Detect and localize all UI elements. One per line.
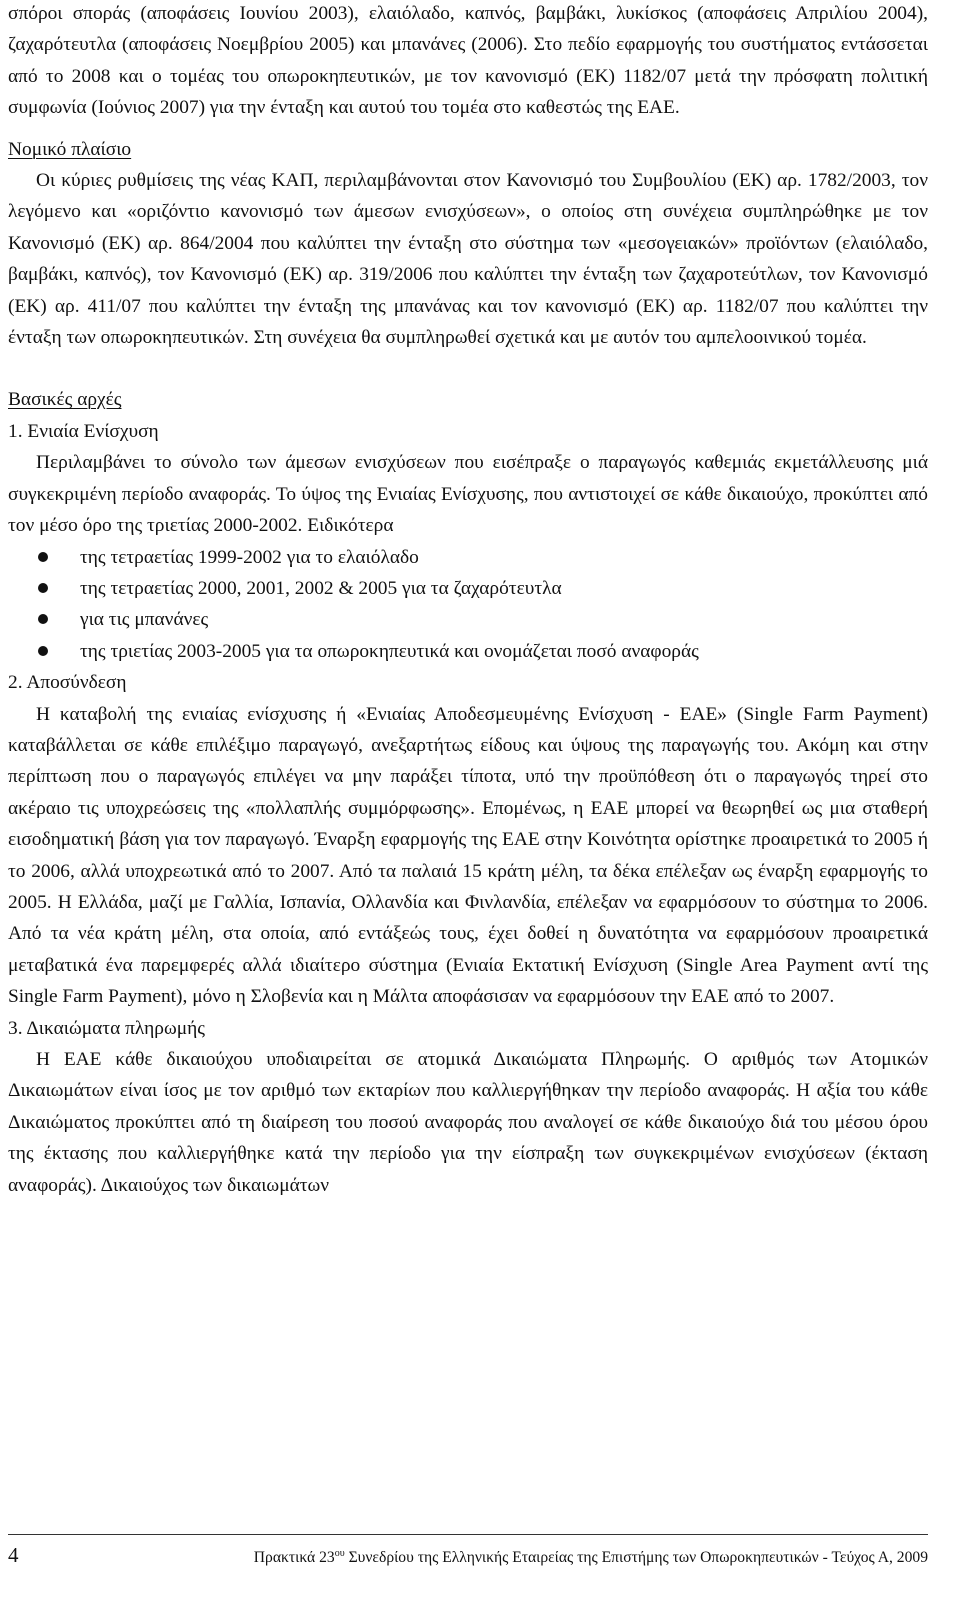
- list-item: της τετραετίας 1999-2002 για το ελαιόλαδο: [8, 542, 928, 573]
- section-2-title: 2. Αποσύνδεση: [8, 672, 127, 694]
- legal-framework-heading: Νομικό πλαίσιο: [8, 138, 132, 160]
- legal-framework-paragraph: Οι κύριες ρυθμίσεις της νέας ΚΑΠ, περιλαμβάνονται στον Κανονισμό του Συμβουλίου (ΕΚ) αρ. 1782/2003, τον λεγόμενο και «οριζόντιο κανονισμό των άμεσων ενισχύσεων», ο οποίος στη συνέχεια συμπληρώθηκε με τον Κανονισμό (ΕΚ) αρ. 864/2004 που καλύπτει την ένταξη στο σύστημα των «μεσογειακών» προϊόντων (ελαιόλαδο, βαμβάκι, καπνός), τον Κανονισμό (ΕΚ) αρ. 319/2006 που καλύπτει την ένταξη των ζαχαροτεύτλων, τον Κανονισμό (ΕΚ) αρ. 411/07 που καλύπτει την ένταξη της μπανάνας και τον κανονισμό (ΕΚ) αρ. 1182/07 που καλύπτει την ένταξη των οπωροκηπευτικών. Στη συνέχεια θα συμπληρωθεί σχετικά και με αυτόν του αμπελοοινικού τομέα.: [8, 170, 928, 349]
- section-3-title: 3. Δικαιώματα πληρωμής: [8, 1017, 205, 1039]
- bullet-icon: [38, 552, 48, 562]
- page-footer: [8, 1538, 928, 1574]
- list-item: της τριετίας 2003-2005 για τα οπωροκηπευτικά και ονομάζεται ποσό αναφοράς: [8, 636, 928, 667]
- bullet-icon: [38, 646, 48, 656]
- section-3-paragraph: Η ΕΑΕ κάθε δικαιούχου υποδιαιρείται σε ατομικά Δικαιώματα Πληρωμής. Ο αριθμός των Ατομικών Δικαιωμάτων είναι ίσος με τον αριθμό των εκταρίων που καλλιεργήθηκαν την περίοδο αναφοράς. Η αξία του κάθε Δικαιώματος προκύπτει από τη διαίρεση του ποσού αναφοράς που αναλογεί σε κάθε δικαιούχο διά του μέσου όρου της έκτασης που καλλιεργήθηκε κατά την περίοδο για την είσπραξη των συγκεκριμένων ενισχύσεων (έκταση αναφοράς). Δικαιούχος των δικαιωμάτων: [8, 1049, 928, 1196]
- bullet-icon: [38, 583, 48, 593]
- section-2-paragraph: Η καταβολή της ενιαίας ενίσχυσης ή «Ενιαίας Αποδεσμευμένης Ενίσχυση - ΕΑΕ» (Single Farm Payment) καταβάλλεται σε κάθε επιλέξιμο παραγωγό, ανεξαρτήτως είδους και ύψους της παραγωγής του. Ακόμη και στην περίπτωση που ο παραγωγός επιλέγει να μην παράξει τίποτα, υπό την προϋπόθεση ότι ο παραγωγός τηρεί στο ακέραιο τις υποχρεώσεις της «πολλαπλής συμμόρφωσης». Επομένως, η ΕΑΕ μπορεί να θεωρηθεί ως μια σταθερή εισοδηματική βάση για τον παραγωγό. Έναρξη εφαρμογής της ΕΑΕ στην Κοινότητα ορίστηκε προαιρετικά το 2005 ή το 2006, αλλά υποχρεωτικά από το 2007. Από τα παλαιά 15 κράτη μέλη, τα δέκα επέλεξαν ως έναρξη εφαρμογής το 2005. Η Ελλάδα, μαζί με Γαλλία, Ισπανία, Ολλανδία και Φινλανδία, επέλεξαν να εφαρμόσουν το σύστημα το 2006. Από τα νέα κράτη μέλη, στα οποία, από εντάξεώς τους, έχει δοθεί η δυνατότητα να εφαρμόσουν προαιρετικά μεταβατικά ένα παρεμφερές αλλά ιδιαίτερο σύστημα (Ενιαία Εκτατική Ενίσχυση (Single Area Payment αντί της Single Farm Payment), μόνο η Σλοβενία και η Μάλτα αποφάσισαν να εφαρμόσουν την ΕΑΕ από το 2007.: [8, 703, 928, 1008]
- basic-principles-heading: Βασικές αρχές: [8, 389, 122, 411]
- section-1-title: 1. Ενιαία Ενίσχυση: [8, 420, 159, 442]
- list-item: για τις μπανάνες: [8, 604, 928, 635]
- bullet-icon: [38, 614, 48, 624]
- document-body: [8, 0, 928, 1201]
- list-item: της τετραετίας 2000, 2001, 2002 & 2005 για τα ζαχαρότευτλα: [8, 573, 928, 604]
- reference-period-list: [8, 542, 928, 668]
- journal-citation: Πρακτικά $23^{o\upsilon}$ Συνεδρίου της Ελληνικής Εταιρείας της Επιστήμης των Οπωροκηπευτικών - Τεύχος Α, 2009: [253, 1548, 928, 1567]
- section-1-paragraph: Περιλαμβάνει το σύνολο των άμεσων ενισχύσεων που εισέπραξε ο παραγωγός καθεμιάς εκμετάλλευσης μιά συγκεκριμένη περίοδο αναφοράς. Το ύψος της Ενιαίας Ενίσχυσης, που αντιστοιχεί σε κάθε δικαιούχο, προκύπτει από τον μέσο όρο της τριετίας 2000-2002. Ειδικότερα: [8, 452, 928, 537]
- intro-paragraph: σπόροι σποράς (αποφάσεις Ιουνίου 2003), ελαιόλαδο, καπνός, βαμβάκι, λυκίσκος (αποφάσεις Απριλίου 2004), ζαχαρότευτλα (αποφάσεις Νοεμβρίου 2005) και μπανάνες (2006). Στο πεδίο εφαρμογής του συστήματος εντάσσεται από το 2008 και ο τομέας του οπωροκηπευτικών, με τον κανονισμό (ΕΚ) 1182/07 μετά την πρόσφατη πολιτική συμφωνία (Ιούνιος 2007) για την ένταξη και αυτού του τομέα στο καθεστώς της ΕΑΕ.: [8, 3, 928, 119]
- footer-divider: [8, 1534, 928, 1535]
- page-number: 4: [8, 1543, 19, 1568]
